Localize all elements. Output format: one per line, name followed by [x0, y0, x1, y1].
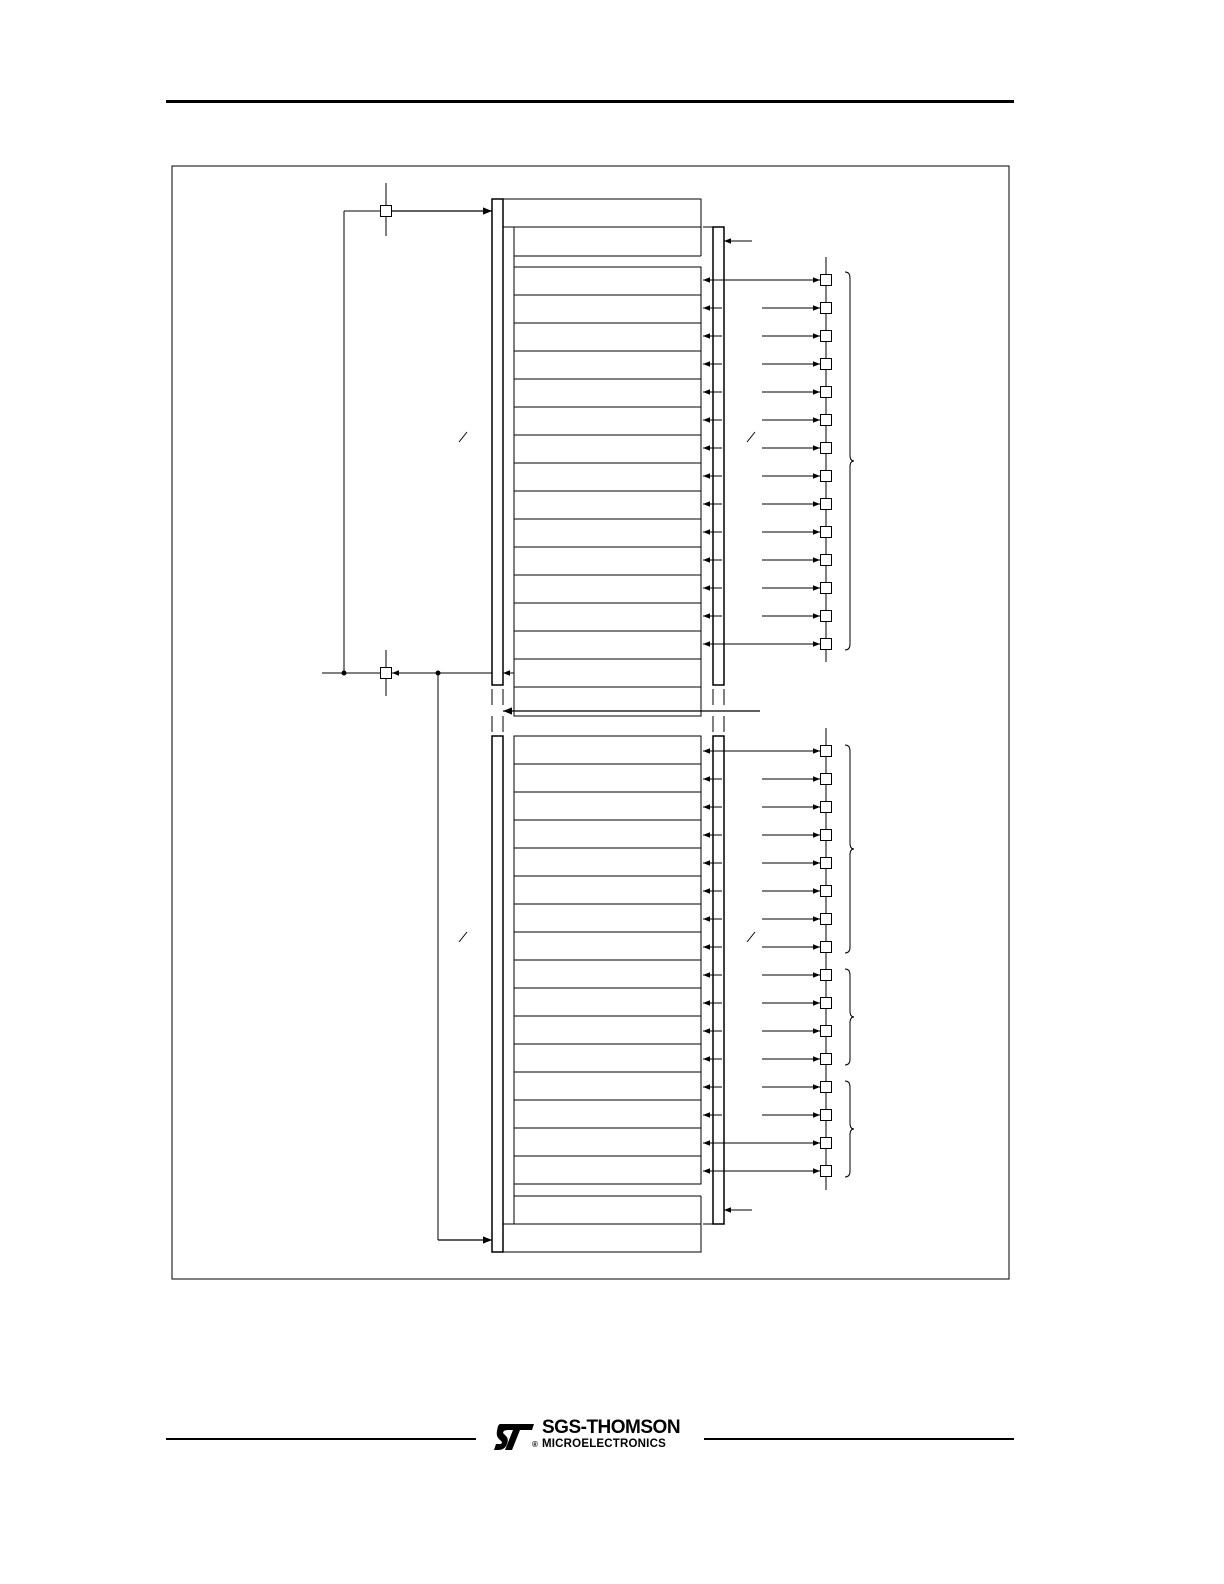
lower-control-pin — [381, 668, 392, 679]
upper-left-bus-bar — [492, 199, 503, 685]
lower-register-row — [514, 736, 701, 764]
upper-port-pin — [821, 387, 832, 398]
upper-port-pin — [821, 331, 832, 342]
lower-port-brace — [845, 745, 854, 953]
lower-port-pin — [821, 1026, 832, 1037]
upper-port-pin — [821, 639, 832, 650]
lower-port-pin — [821, 858, 832, 869]
lower-bus-slash-left — [459, 932, 467, 942]
upper-top-register — [503, 199, 701, 227]
lower-port-pin — [821, 998, 832, 1009]
upper-register-row — [514, 519, 701, 547]
lower-register-row — [514, 904, 701, 932]
upper-register-row — [514, 407, 701, 435]
upper-port-pin — [821, 359, 832, 370]
lower-port-pin — [821, 1054, 832, 1065]
lower-left-bus-bar — [492, 736, 503, 1252]
junction-dot — [342, 671, 347, 676]
upper-port-pin — [821, 499, 832, 510]
control-wiring — [322, 183, 760, 1240]
upper-register-row — [514, 323, 701, 351]
lower-register-row — [514, 1044, 701, 1072]
upper-register-row — [514, 603, 701, 631]
lower-register-row — [514, 960, 701, 988]
upper-register-row — [514, 575, 701, 603]
lower-port-pin — [821, 1138, 832, 1149]
lower-register-row — [514, 988, 701, 1016]
lower-register-row — [514, 1016, 701, 1044]
lower-register-row — [514, 848, 701, 876]
footer-rule-right — [704, 1438, 1014, 1440]
logo-brand-text: SGS-THOMSON — [542, 1417, 681, 1438]
lower-port-pin — [821, 886, 832, 897]
lower-register-row — [514, 876, 701, 904]
upper-port-pin — [821, 415, 832, 426]
lower-bottom-register — [503, 1224, 701, 1252]
upper-register-row — [514, 659, 701, 687]
upper-control-pin — [381, 206, 392, 217]
upper-register-row — [514, 379, 701, 407]
figure-frame — [172, 166, 1009, 1279]
upper-port-pin — [821, 471, 832, 482]
upper-port-pin — [821, 583, 832, 594]
upper-port-brace — [845, 272, 854, 650]
upper-port-pin — [821, 443, 832, 454]
upper-port-pin — [821, 275, 832, 286]
upper-register-row — [514, 491, 701, 519]
lower-port-pin — [821, 774, 832, 785]
upper-register-row — [514, 351, 701, 379]
lower-port-pin — [821, 1082, 832, 1093]
lower-right-bus-bar — [713, 736, 724, 1224]
lower-register-row — [514, 1072, 701, 1100]
lower-port-brace — [845, 1081, 854, 1177]
lower-register-row — [514, 1156, 701, 1184]
lower-block — [459, 728, 854, 1252]
lower-port-pin — [821, 914, 832, 925]
upper-register-row — [514, 267, 701, 295]
upper-register-row — [514, 435, 701, 463]
lower-port-pin — [821, 970, 832, 981]
lower-port-pin — [821, 1166, 832, 1177]
upper-register-row — [514, 631, 701, 659]
upper-port-pin — [821, 527, 832, 538]
upper-register-row — [514, 463, 701, 491]
lower-bus-slash-right — [747, 932, 755, 942]
company-logo — [494, 1418, 694, 1458]
upper-register-row — [514, 295, 701, 323]
lower-register-row — [514, 932, 701, 960]
lower-register-row — [514, 1128, 701, 1156]
upper-port-pin — [821, 555, 832, 566]
lower-port-pin — [821, 942, 832, 953]
lower-register-row — [514, 820, 701, 848]
upper-bus-slash-right — [747, 432, 755, 442]
lower-port-pin — [821, 830, 832, 841]
upper-port-pin — [821, 303, 832, 314]
lower-port-pin — [821, 746, 832, 757]
lower-register-row — [514, 764, 701, 792]
registered-mark: ® — [532, 1440, 538, 1449]
lower-port-brace — [845, 969, 854, 1065]
lower-port-pin — [821, 802, 832, 813]
logo-subtitle-text: MICROELECTRONICS — [542, 1438, 666, 1450]
lower-register-row — [514, 792, 701, 820]
upper-register-row — [514, 547, 701, 575]
lower-port-pin — [821, 1110, 832, 1121]
upper-port-pin — [821, 611, 832, 622]
lower-register-row — [514, 1100, 701, 1128]
upper-bus-slash-left — [459, 432, 467, 442]
upper-block — [459, 199, 854, 716]
footer-rule-left — [166, 1438, 476, 1440]
